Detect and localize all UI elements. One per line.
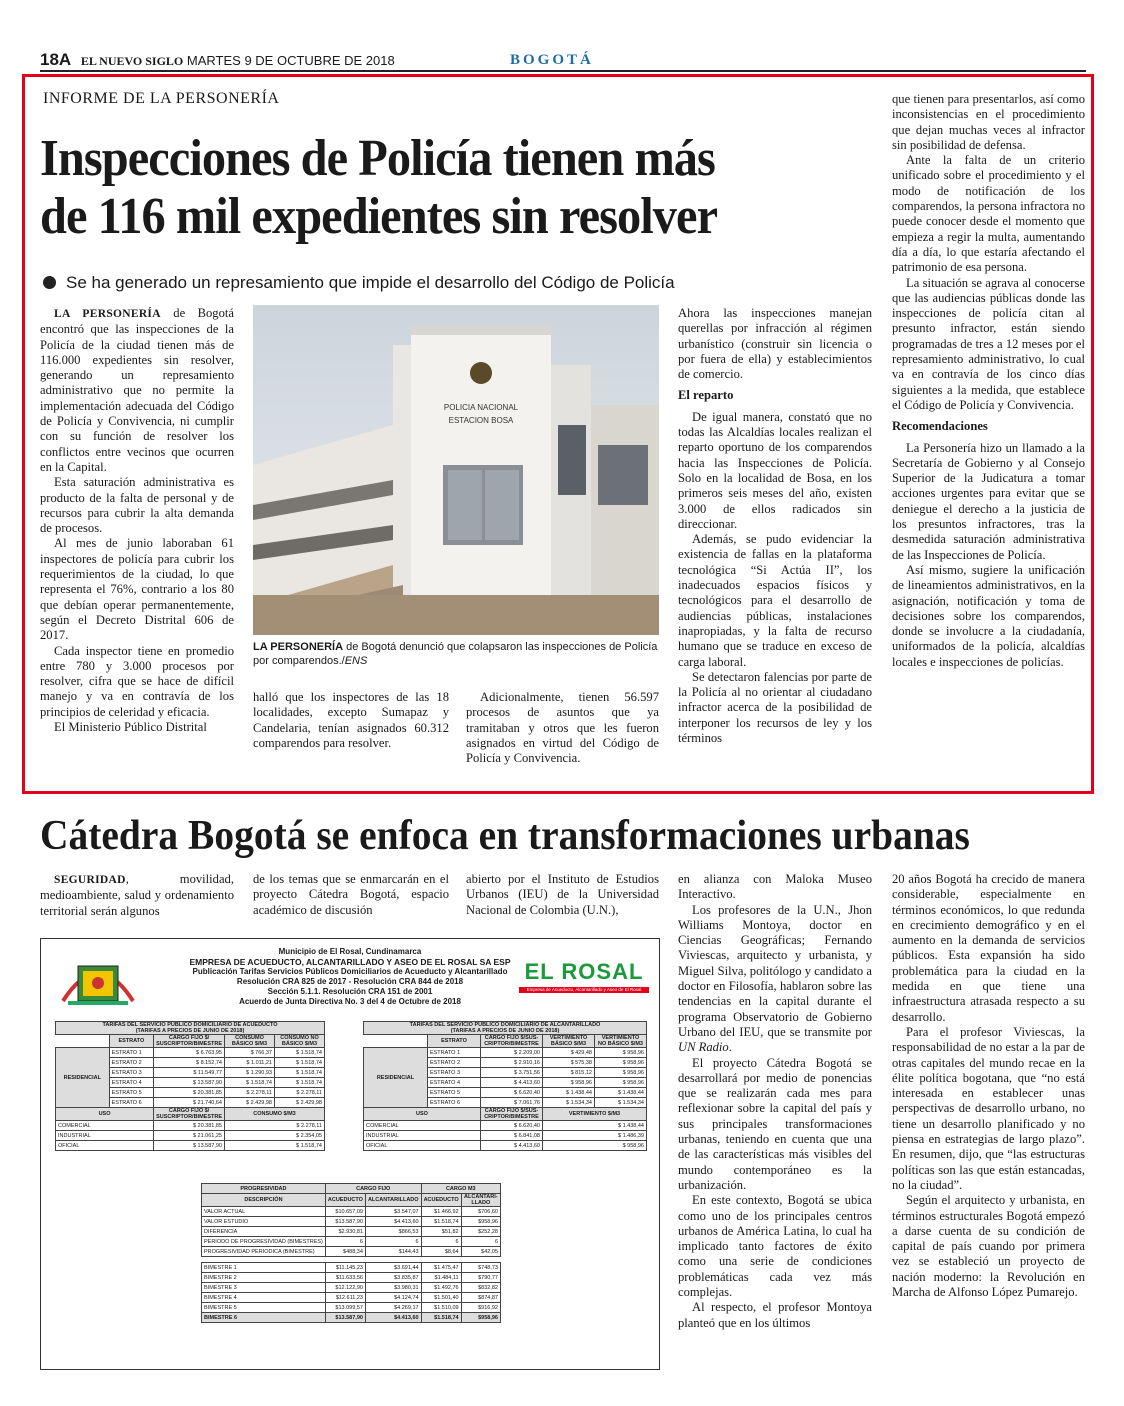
table-cell: $ 958,96 — [595, 1068, 647, 1078]
table-cell: $ 21.740,64 — [154, 1098, 225, 1108]
table-title — [364, 1022, 647, 1035]
table-cell: $ 1.438,44 — [543, 1088, 595, 1098]
paragraph: Adicionalmente, tienen 56.597 procesos de asuntos que ya tramitaban y otros que les fueron asignados en virtud del Código de Policía y Convivencia. — [466, 690, 659, 766]
table-cell: OFICIAL — [56, 1141, 154, 1151]
section-name: BOGOTÁ — [510, 52, 594, 68]
table-cell: $874,87 — [461, 1293, 500, 1303]
story2-column-5 — [892, 872, 1085, 1300]
table-row — [202, 1207, 501, 1217]
group-label: RESIDENCIAL — [56, 1048, 110, 1108]
table-cell: COMERCIAL — [364, 1121, 481, 1131]
table-cell: $ 958,96 — [595, 1078, 647, 1088]
table-cell: $ 2.278,11 — [225, 1088, 275, 1098]
table-cell: DIFERENCIA — [202, 1227, 326, 1237]
table-row — [364, 1131, 647, 1141]
bullet-icon — [43, 276, 56, 289]
paragraph: De igual manera, constató que no todas las Alcaldías locales realizan el reparto oportuno de los comparendos hacia las Inspecciones de Policía. Solo en la localidad de Bosa, en los primeros seis meses del año, existen 3.000 de ellos radicados sin direccionar. — [678, 409, 872, 531]
table-cell: $790,77 — [461, 1273, 500, 1283]
subhead-recomendaciones: Recomendaciones — [892, 419, 988, 434]
column-header: VERTIMIENTO NO BÁSICO $/M3 — [595, 1035, 647, 1048]
paragraph: La Personería hizo un llamado a la Secretaría de Gobierno y al Consejo Superior de la Judicatura a tomar acciones urgentes para evitar que se deniegue el derecho a la justicia de los presuntos infractores, tras la desmedida saturación administrativa de las Inspecciones de Policía. — [892, 440, 1085, 562]
alcantarillado-uso-rows — [364, 1121, 647, 1151]
table-cell: VALOR ESTUDIO — [202, 1217, 326, 1227]
table-cell: $748,73 — [461, 1263, 500, 1273]
table-cell: $1.518,74 — [421, 1217, 461, 1227]
column-header: CARGO FIJO $/ SUSCRIPTOR/BIMESTRE — [154, 1035, 225, 1048]
table-cell: $1.518,74 — [421, 1313, 461, 1323]
table-cell: $916,92 — [461, 1303, 500, 1313]
table-cell: $ 7.061,76 — [481, 1098, 543, 1108]
paragraph: La situación se agrava al conocerse que las audiencias públicas donde las inspecciones de policía citan al presunto infractor, están siendo programadas de tres a 12 meses por el represamiento administrativo, lo cual va en contravía de los cinco días siguientes a la medida, que establece el Código de Policía y Convivencia. — [892, 275, 1085, 412]
table-cell: $ 3.751,56 — [481, 1068, 543, 1078]
progresividad-table — [201, 1183, 501, 1323]
table-cell: BIMESTRE 5 — [202, 1303, 326, 1313]
table-row — [202, 1313, 501, 1323]
table-cell: $ 575,38 — [543, 1058, 595, 1068]
table-row — [202, 1247, 501, 1257]
table-cell: $3.980,31 — [365, 1283, 421, 1293]
column-header: ALCANTARILLADO — [365, 1194, 421, 1207]
table-row — [202, 1237, 501, 1247]
column-header: ACUEDUCTO — [325, 1194, 365, 1207]
table-cell: $11.145,23 — [325, 1263, 365, 1273]
table-cell: $4.413,60 — [365, 1313, 421, 1323]
blank-cell — [56, 1035, 110, 1048]
table-cell: ESTRATO 2 — [427, 1058, 480, 1068]
story2-column-1 — [40, 872, 234, 919]
table-cell: $8,64 — [421, 1247, 461, 1257]
table-cell: $ 1.518,74 — [275, 1078, 325, 1088]
table-cell: $ 6.841,08 — [481, 1131, 543, 1141]
acueducto-rows — [56, 1048, 325, 1108]
story2-headline: Cátedra Bogotá se enfoca en transformaciones urbanas — [40, 813, 970, 859]
caption-lead: LA PERSONERÍA — [253, 641, 344, 653]
table-cell: $10.657,09 — [325, 1207, 365, 1217]
table-cell: $ 1.438,44 — [595, 1088, 647, 1098]
table-cell: $ 6.620,40 — [481, 1121, 543, 1131]
ad-heading-3: Publicación Tarifas Servicios Públicos Domiciliarios de Acueducto y Alcantarillado — [192, 967, 508, 976]
table-cell: $ 958,96 — [595, 1048, 647, 1058]
story2-column-4 — [678, 872, 872, 1331]
paragraph: , movilidad, medioambiente, salud y ordenamiento territorial serán algunos — [40, 872, 234, 918]
table-cell: $958,96 — [461, 1217, 500, 1227]
story2-column-3 — [466, 872, 659, 918]
paragraph: en alianza con Maloka Museo Interactivo. — [678, 872, 872, 902]
table-cell: ESTRATO 4 — [109, 1078, 153, 1088]
publication-name: EL NUEVO SIGLO — [80, 54, 184, 68]
paragraph: Según el arquitecto y urbanista, en términos estructurales Bogotá empezó a darse cuenta de su condición de capital de país cuando por primera vez se estableció un proyecto de nación moderno: la Revolución en Marcha de Alfonso López Pumarejo. — [892, 1193, 1085, 1300]
column-header: VERTIMIENTO $/M3 — [543, 1108, 647, 1121]
story1-headline — [40, 130, 803, 246]
header-rule — [40, 70, 1086, 72]
el-rosal-logo — [519, 959, 649, 993]
table-row — [202, 1273, 501, 1283]
table-cell: $ 1.290,93 — [225, 1068, 275, 1078]
paragraph: Esta saturación administrativa es producto de la falta de personal y de recursos para cubrir la alta demanda de procesos. — [40, 475, 234, 536]
group-header: CARGO FIJO — [325, 1184, 421, 1194]
table-cell: $1.466,92 — [421, 1207, 461, 1217]
tariff-advertisement — [40, 938, 660, 1370]
story1-column-2 — [253, 690, 449, 751]
building-illustration — [253, 305, 659, 635]
paragraph: Así mismo, sugiere la unificación de lineamientos administrativos, en la asignación, notificación y toma de decisiones sobre los comparendos, donde se involucre a la ciudadanía, uniformados de la policía, alcaldías locales e inspecciones de policías. — [892, 562, 1085, 669]
column-header: DESCRIPCIÓN — [202, 1194, 326, 1207]
table-cell: $ 1.518,74 — [275, 1058, 325, 1068]
paragraph: El Ministerio Público Distrital — [54, 720, 207, 735]
table-cell: $ 2.354,05 — [225, 1131, 325, 1141]
paragraph: 20 años Bogotá ha crecido de manera considerable, especialmente en términos económicos, lo que redunda en crecimiento demográfico y en el aumento en la demanda de servicios públicos. Esta expansión ha sido problemática para la ciudad en la medida en que tiene una infraestructura atrasada respecto a su desarrollo. — [892, 872, 1085, 1024]
story1-deck — [43, 273, 675, 293]
table-row — [364, 1121, 647, 1131]
column-header: VERTIMIENTO BÁSICO $/M3 — [543, 1035, 595, 1048]
table-cell: $ 20.381,85 — [154, 1121, 225, 1131]
table-cell: $ 2.209,00 — [481, 1048, 543, 1058]
page-folio — [40, 50, 395, 70]
caption-credit: ENS — [344, 655, 368, 667]
table-cell: $832,82 — [461, 1283, 500, 1293]
table-cell: $ 1.518,74 — [275, 1048, 325, 1058]
subtitle: (TARIFAS A PRECIOS DE JUNIO DE 2018) — [135, 1028, 245, 1034]
table-cell: $ 1.534,34 — [595, 1098, 647, 1108]
table-cell: $ 13.587,90 — [154, 1078, 225, 1088]
ad-heading-6: Acuerdo de Junta Directiva No. 3 del 4 de Octubre de 2018 — [239, 997, 461, 1006]
table-cell: $ 20.381,85 — [154, 1088, 225, 1098]
table-cell: $ 815,12 — [543, 1068, 595, 1078]
table-cell: $144,43 — [365, 1247, 421, 1257]
column-header: USO — [364, 1108, 481, 1121]
paragraph: halló que los inspectores de las 18 localidades, excepto Sumapaz y Candelaria, tenían asignados 60.312 comparendos para resolver. — [253, 690, 449, 750]
table-row — [202, 1227, 501, 1237]
table-cell: VALOR ACTUAL — [202, 1207, 326, 1217]
story1-kicker: INFORME DE LA PERSONERÍA — [43, 90, 280, 107]
table-cell: $1.484,11 — [421, 1273, 461, 1283]
lead-in: LA PERSONERÍA — [54, 308, 161, 320]
table-title: PROGRESIVIDAD — [202, 1184, 326, 1194]
table-cell: $13.587,90 — [325, 1217, 365, 1227]
table-cell: ESTRATO 6 — [427, 1098, 480, 1108]
table-cell: INDUSTRIAL — [364, 1131, 481, 1141]
page-number: 18A — [40, 50, 72, 69]
table-cell: ESTRATO 1 — [427, 1048, 480, 1058]
table-cell: $ 4.413,60 — [481, 1078, 543, 1088]
table-cell: $ 958,96 — [543, 1141, 647, 1151]
publication-date: MARTES 9 DE OCTUBRE DE 2018 — [186, 53, 395, 68]
paragraph: Además, se pudo evidenciar la existencia de fallas en la plataforma tecnológica “Si Actúa II”, los inadecuados espacios físicos y tecnológicos para el desarrollo de audiencias públicas, instalaciones inapropiadas, y la falta de recurso humano que se traduce en exceso de carga laboral. — [678, 532, 872, 669]
paragraph: de Bogotá encontró que las inspecciones de la Policía de la ciudad tienen más de 116.000 expedientes sin resolver, generando un represamiento administrativo que no permite la implementación adecuada del Código de Policía y Convivencia, ni cumplir con su función de resolver los conflictos entre vecinos que ocurren en la Capital. — [40, 306, 234, 474]
table-cell: ESTRATO 5 — [427, 1088, 480, 1098]
table-cell: $ 2.278,11 — [225, 1121, 325, 1131]
column-header: ACUEDUCTO — [421, 1194, 461, 1207]
table-row — [202, 1293, 501, 1303]
table-row — [202, 1263, 501, 1273]
story1-column-3 — [466, 690, 659, 766]
table-cell: $252,28 — [461, 1227, 500, 1237]
column-header: ESTRATO — [109, 1035, 153, 1048]
table-cell: $ 2.910,16 — [481, 1058, 543, 1068]
group-label: RESIDENCIAL — [364, 1048, 428, 1108]
story1-column-4 — [678, 306, 872, 746]
table-cell: BIMESTRE 1 — [202, 1263, 326, 1273]
photo-sign-line-1: POLICIA NACIONAL — [443, 403, 519, 412]
ad-heading-1: Municipio de El Rosal, Cundinamarca — [278, 947, 422, 956]
blank-cell — [364, 1035, 428, 1048]
table-cell: $ 958,96 — [595, 1058, 647, 1068]
table-cell: BIMESTRE 6 — [202, 1313, 326, 1323]
column-header: USO — [56, 1108, 154, 1121]
column-header: ALCANTARI-LLADO — [461, 1194, 500, 1207]
table-cell: $2.930,81 — [325, 1227, 365, 1237]
table-cell: COMERCIAL — [56, 1121, 154, 1131]
table-cell: $12.611,23 — [325, 1293, 365, 1303]
table-cell: BIMESTRE 3 — [202, 1283, 326, 1293]
table-cell: ESTRATO 2 — [109, 1058, 153, 1068]
headline-line-1: Inspecciones de Policía tienen más — [40, 130, 715, 187]
column-header: CARGO FIJO $/ SUSCRIPTOR/BIMESTRE — [154, 1108, 225, 1121]
table-cell: $ 1.438,44 — [543, 1121, 647, 1131]
progresividad-rows — [202, 1207, 501, 1257]
table-cell: ESTRATO 4 — [427, 1078, 480, 1088]
table-cell: $ 4.413,60 — [481, 1141, 543, 1151]
paragraph: Al respecto, el profesor Montoya planteó que en los últimos — [678, 1300, 872, 1330]
table-cell: $3.691,44 — [365, 1263, 421, 1273]
table-cell: $1.492,76 — [421, 1283, 461, 1293]
table-cell: BIMESTRE 2 — [202, 1273, 326, 1283]
table-row — [56, 1048, 325, 1058]
table-cell: $ 429,48 — [543, 1048, 595, 1058]
table-cell: $ 8.152,74 — [154, 1058, 225, 1068]
table-cell: $3.835,87 — [365, 1273, 421, 1283]
column-header: CONSUMO BÁSICO $/M3 — [225, 1035, 275, 1048]
group-header: CARGO M3 — [421, 1184, 500, 1194]
caption-text: de Bogotá denunció que colapsaron las inspecciones de Policía por comparendos./ — [253, 641, 658, 667]
table-row — [202, 1283, 501, 1293]
table-cell: $ 1.534,34 — [543, 1098, 595, 1108]
title: TARIFAS DEL SERVICIO PÚBLICO DOMICILIARIO DE ACUEDUCTO — [102, 1022, 278, 1028]
table-cell: $866,53 — [365, 1227, 421, 1237]
table-cell: BIMESTRE 4 — [202, 1293, 326, 1303]
story1-column-1 — [40, 306, 234, 735]
subtitle: (TARIFAS A PRECIOS DE JUNIO DE 2018) — [450, 1028, 560, 1034]
column-header: ESTRATO — [427, 1035, 480, 1048]
photo-sign-line-2: ESTACION BOSA — [448, 416, 514, 425]
table-cell: $4.413,60 — [365, 1217, 421, 1227]
paragraph: de los temas que se enmarcarán en el proyecto Cátedra Bogotá, espacio académico de discusión — [253, 872, 449, 917]
column-header: CONSUMO $/M3 — [225, 1108, 325, 1121]
table-cell: $1.510,09 — [421, 1303, 461, 1313]
ad-heading-2: EMPRESA DE ACUEDUCTO, ALCANTARILLADO Y ASEO DE EL ROSAL SA ESP — [189, 957, 511, 967]
table-cell: ESTRATO 3 — [427, 1068, 480, 1078]
logo-subtitle: Empresa de Acueducto, Alcantarillado y Aseo de El Rosal — [519, 987, 649, 993]
table-cell: $ 2.429,98 — [225, 1098, 275, 1108]
table-cell: $ 6.763,95 — [154, 1048, 225, 1058]
acueducto-uso-rows — [56, 1121, 325, 1151]
deck-text: Se ha generado un represamiento que impide el desarrollo del Código de Policía — [66, 273, 675, 292]
paragraph: Ahora las inspecciones manejan querellas por infracción al régimen urbanístico (construir sin licencia o por fuera de ella) y establecimientos de comercio. — [678, 306, 872, 382]
ad-heading-5: Sección 5.1.1. Resolución CRA 151 de 2001 — [267, 987, 433, 996]
radio-name: UN Radio — [678, 1040, 729, 1055]
table-cell: $4.269,17 — [365, 1303, 421, 1313]
paragraph: Se detectaron falencias por parte de la Policía al no orientar al ciudadano infractor acerca de la posibilidad de interponer los recursos de ley y los términos — [678, 669, 872, 746]
table-row — [202, 1303, 501, 1313]
table-cell: $958,96 — [461, 1313, 500, 1323]
paragraph: Ante la falta de un criterio unificado sobre el procedimiento y el modo de notificación de los comparendos, la persona infractora no puede conocer desde el momento que empieza a regir la multa, aumentando día a día, lo que estaría afectando el patrimonio de esa persona. — [892, 153, 1085, 275]
headline-line-2: de 116 mil expedientes sin resolver — [40, 188, 718, 245]
table-cell: $1.501,40 — [421, 1293, 461, 1303]
table-cell: $706,60 — [461, 1207, 500, 1217]
punctuation: . — [728, 1040, 732, 1055]
logo-name: EL ROSAL — [524, 959, 644, 984]
table-cell: $ 1.011,21 — [225, 1058, 275, 1068]
table-row — [364, 1048, 647, 1058]
column-header: CARGO FIJO $/SUS-CRIPTOR/BIMESTRE — [481, 1108, 543, 1121]
table-cell: 6 — [365, 1237, 421, 1247]
table-cell: 6 — [325, 1237, 365, 1247]
photo-caption — [253, 640, 659, 668]
column-header: CONSUMO NO BÁSICO $/M3 — [275, 1035, 325, 1048]
paragraph: Al mes de junio laboraban 61 inspectores de policía para cubrir los requerimientos de la ciudad, lo que representa el 76%, contrario a los 80 que debían operar permanentemente, según el Decreto Distrital 606 de 2017. — [40, 536, 234, 643]
table-cell: $ 958,96 — [543, 1078, 595, 1088]
table-cell: $ 13.587,90 — [154, 1141, 225, 1151]
table-cell: $ 2.429,98 — [275, 1098, 325, 1108]
table-cell: $4.124,74 — [365, 1293, 421, 1303]
table-cell: $ 6.620,40 — [481, 1088, 543, 1098]
table-cell: 6 — [461, 1237, 500, 1247]
paragraph: El proyecto Cátedra Bogotá se desarrollará por medio de ponencias que se realizarán cada mes para reflexionar sobre la capital del país y sus principales transformaciones urbanas, teniendo en cuenta que una de las características más visibles del mundo contemporáneo es la urbanización. — [678, 1055, 872, 1192]
table-cell: $ 1.518,74 — [225, 1078, 275, 1088]
table-cell: $3.547,07 — [365, 1207, 421, 1217]
table-cell: ESTRATO 3 — [109, 1068, 153, 1078]
table-cell: OFICIAL — [364, 1141, 481, 1151]
table-cell: INDUSTRIAL — [56, 1131, 154, 1141]
table-row — [364, 1141, 647, 1151]
lead-in: SEGURIDAD — [54, 874, 126, 886]
table-row — [56, 1121, 325, 1131]
table-row — [56, 1141, 325, 1151]
subhead-el-reparto: El reparto — [678, 388, 734, 403]
table-cell: $13.099,57 — [325, 1303, 365, 1313]
table-cell: $488,34 — [325, 1247, 365, 1257]
table-cell: $13.587,90 — [325, 1313, 365, 1323]
police-station-photo — [253, 305, 659, 635]
paragraph: abierto por el Instituto de Estudios Urbanos (IEU) de la Universidad Nacional de Colombia (U.N.), — [466, 872, 659, 917]
column-header: CARGO FIJO $/SUS-CRIPTOR/BIMESTRE — [481, 1035, 543, 1048]
table-cell: 6 — [421, 1237, 461, 1247]
table-row — [56, 1131, 325, 1141]
ad-heading-4: Resolución CRA 825 de 2017 - Resolución CRA 844 de 2018 — [236, 977, 464, 986]
table-cell: $ 2.278,11 — [275, 1088, 325, 1098]
paragraph: En este contexto, Bogotá se ubica como uno de los principales centros urbanos de América Latina, lo cual ha implicado tanto factores de éxito como una serie de condiciones problemáticas cada vez más complejas. — [678, 1193, 872, 1300]
bimestre-rows — [202, 1263, 501, 1323]
table-cell: $11.633,56 — [325, 1273, 365, 1283]
table-cell: PERIODO DE PROGRESIVIDAD (BIMESTRES) — [202, 1237, 326, 1247]
table-cell: ESTRATO 1 — [109, 1048, 153, 1058]
table-cell: $42,05 — [461, 1247, 500, 1257]
table-cell: $ 1.486,39 — [543, 1131, 647, 1141]
paragraph: Los profesores de la U.N., Jhon Williams Montoya, doctor en Ciencias Geográficas; Fernando Viviescas, arquitecto y urbanista, y Miguel Silva, politólogo y candidato a doctor en Filosofía, hablaron sobre las tendencias en la capital durante el programa Observatorio de Gobierno Urbano del IEU, que se transmite por — [678, 902, 872, 1039]
table-cell: $1.475,47 — [421, 1263, 461, 1273]
acueducto-tariff-table — [55, 1021, 325, 1151]
table-cell: ESTRATO 6 — [109, 1098, 153, 1108]
alcantarillado-tariff-table — [363, 1021, 647, 1151]
paragraph: Cada inspector tiene en promedio entre 780 y 3.000 procesos por resolver, cifra que se hace de difícil manejo y va en contravía de los principios de celeridad y eficacia. — [40, 643, 234, 719]
table-cell: $ 11.549,77 — [154, 1068, 225, 1078]
table-cell: $51,82 — [421, 1227, 461, 1237]
paragraph: que tienen para presentarlos, así como inconsistencias en el procedimiento que dejan muchas veces al infractor sin posibilidad de defensa. — [892, 92, 1085, 152]
story2-column-2 — [253, 872, 449, 918]
alcantarillado-rows — [364, 1048, 647, 1108]
table-cell: $ 1.518,74 — [225, 1141, 325, 1151]
story1-column-5 — [892, 92, 1085, 670]
table-cell: $ 1.518,74 — [275, 1068, 325, 1078]
table-cell: PROGRESIVIDAD PERIODICA (BIMESTRE) — [202, 1247, 326, 1257]
table-cell: ESTRATO 5 — [109, 1088, 153, 1098]
table-title — [56, 1022, 325, 1035]
table-cell: $12.122,90 — [325, 1283, 365, 1293]
table-row — [202, 1217, 501, 1227]
title: TARIFAS DEL SERVICIO PÚBLICO DOMICILIARIO DE ALCANTARILLADO — [409, 1022, 601, 1028]
table-cell: $ 21.061,25 — [154, 1131, 225, 1141]
table-cell: $ 766,37 — [225, 1048, 275, 1058]
paragraph: Para el profesor Viviescas, la responsabilidad de no estar a la par de otras capitales del mundo recae en la élite política bogotana, que “no está interesada en establecer unas perspectivas de desarrollo urbano, no tiene un desarrollo planificado y no piensa en estrategias de largo plazo”. En resumen, dijo, que “las estructuras políticas son las que están estancadas, no la ciudad”. — [892, 1024, 1085, 1192]
